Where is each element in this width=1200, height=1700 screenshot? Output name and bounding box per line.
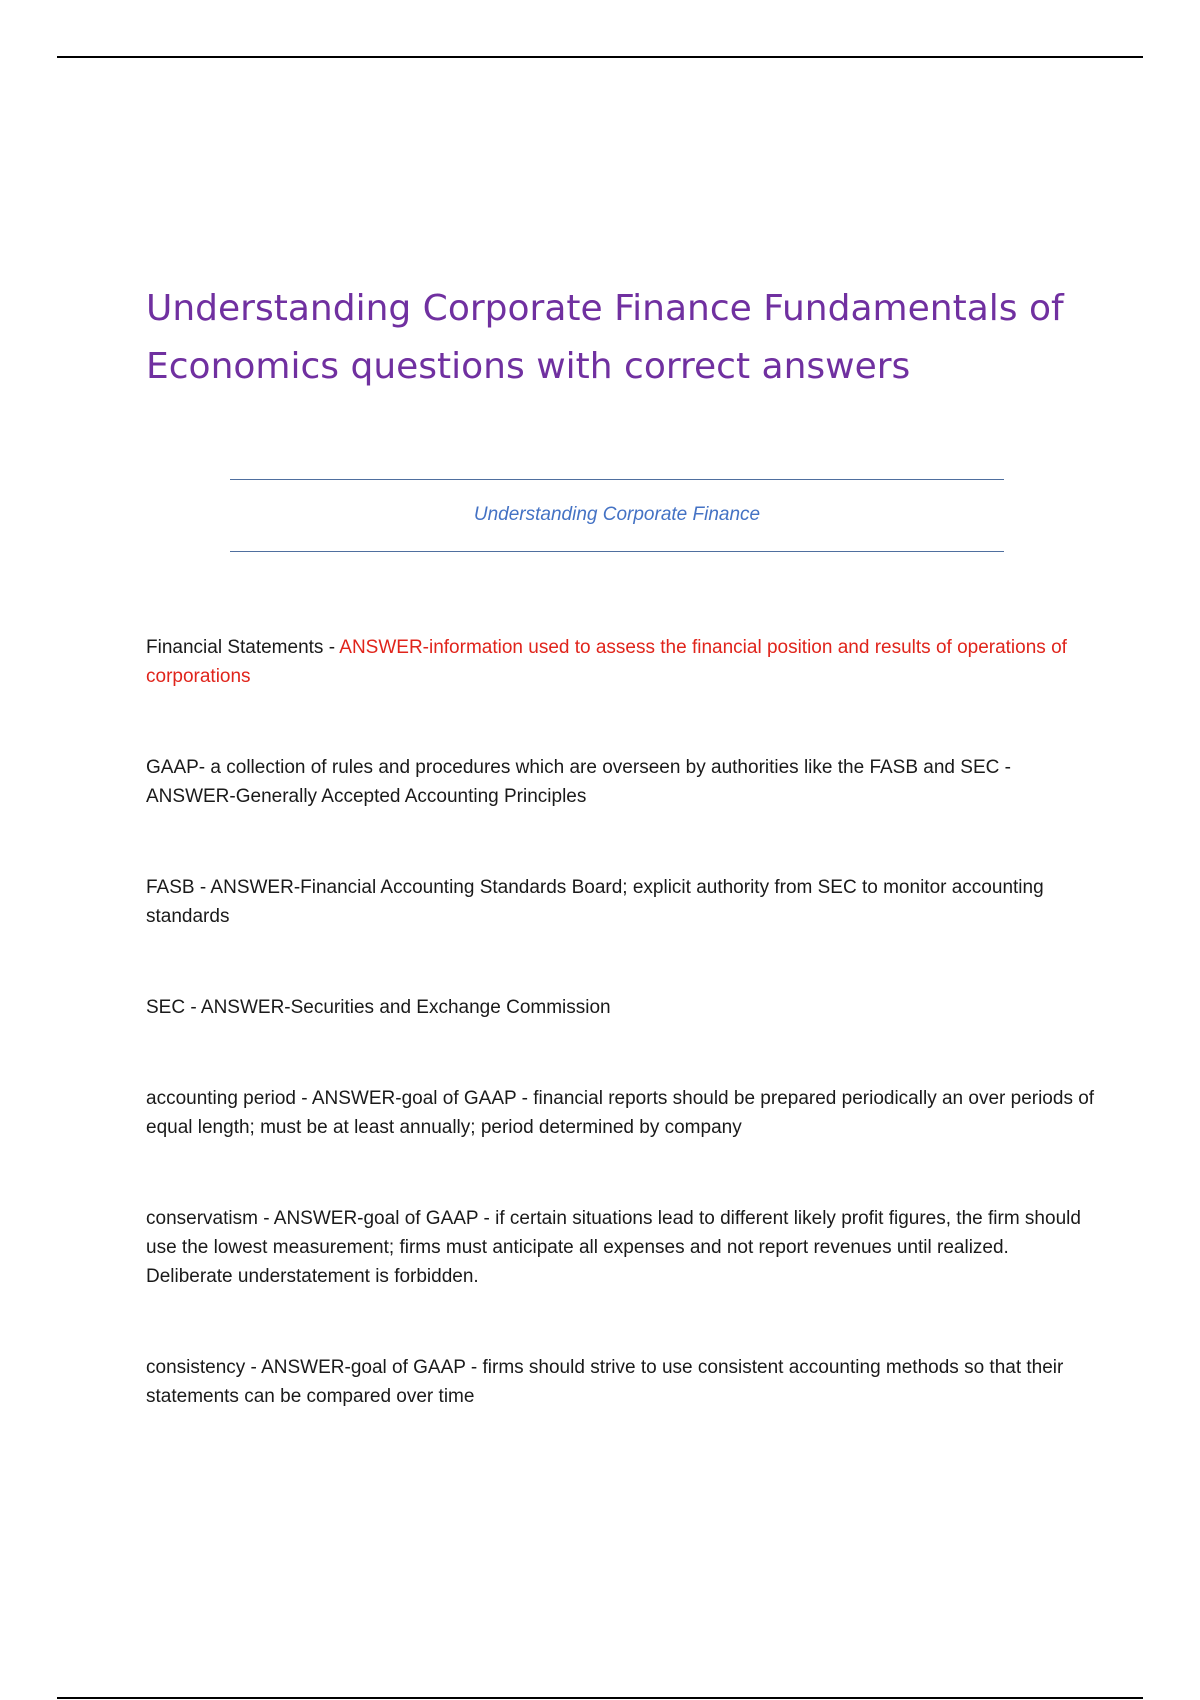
document-subtitle: Understanding Corporate Finance xyxy=(473,504,761,525)
qa-question: GAAP- a collection of rules and procedures which are overseen by authorities like the FASB and SEC - xyxy=(146,757,1011,778)
subtitle-block xyxy=(230,479,1004,551)
document-title: Understanding Corporate Finance Fundamentals of Economics questions with correct answers xyxy=(146,288,1064,387)
qa-item-financial-statements xyxy=(146,633,1096,691)
qa-question: consistency - xyxy=(146,1357,262,1378)
qa-list xyxy=(146,633,1096,1473)
page-top-rule xyxy=(57,56,1143,58)
qa-question: FASB - xyxy=(146,877,211,898)
subtitle-lower-rule xyxy=(230,551,1004,552)
qa-item-sec xyxy=(146,993,1096,1022)
page-bottom-rule xyxy=(57,1697,1143,1699)
qa-answer: ANSWER-goal of GAAP - if certain situations lead to different likely profit figures, the firm should use the lowest measurement; firms must anticipate all expenses and not report revenues until realized. Deliberate understatement is forbidden. xyxy=(146,1208,1081,1287)
qa-item-accounting-period xyxy=(146,1084,1096,1142)
qa-answer: ANSWER-information used to assess the financial position and results of operations of corporations xyxy=(146,637,1067,687)
qa-question: Financial Statements - xyxy=(146,637,340,658)
qa-question: conservatism - xyxy=(146,1208,274,1229)
qa-item-gaap xyxy=(146,753,1096,811)
qa-question: SEC - xyxy=(146,997,201,1018)
qa-item-fasb xyxy=(146,873,1096,931)
qa-answer: ANSWER-Generally Accepted Accounting Principles xyxy=(146,786,587,807)
qa-answer: ANSWER-goal of GAAP - financial reports should be prepared periodically an over periods of equal length; must be at least annually; period determined by company xyxy=(146,1088,1095,1138)
qa-answer: ANSWER-Financial Accounting Standards Board; explicit authority from SEC to monitor accounting standards xyxy=(146,877,1044,927)
qa-question: accounting period - xyxy=(146,1088,312,1109)
qa-answer: ANSWER-goal of GAAP - firms should strive to use consistent accounting methods so that their statements can be compared over time xyxy=(146,1357,1064,1407)
qa-item-consistency xyxy=(146,1353,1096,1411)
qa-answer: ANSWER-Securities and Exchange Commission xyxy=(200,997,611,1018)
qa-item-conservatism xyxy=(146,1204,1096,1291)
subtitle-upper-rule xyxy=(230,479,1004,480)
